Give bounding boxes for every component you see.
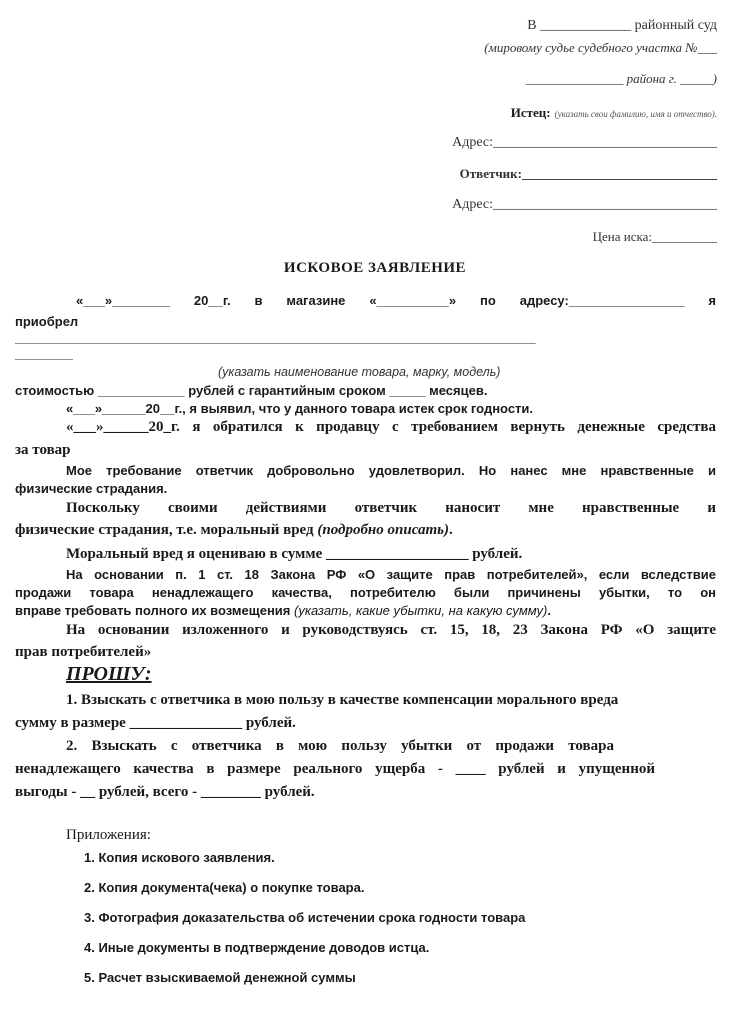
attachment-item: 4. Иные документы в подтверждение доводов истца. <box>84 940 430 955</box>
request-1-line1: 1. Взыскать с ответчика в мою пользу в качестве компенсации морального вреда <box>66 692 619 708</box>
request-1-line2: сумму в размере _______________ рублей. <box>15 715 296 731</box>
p5-hint: (подробно описать) <box>317 522 449 538</box>
istets-line <box>511 104 717 122</box>
p5-line1: Поскольку своими действиями ответчик наносит мне нравственные и <box>66 500 716 516</box>
p5-line2 <box>15 522 453 539</box>
p4-line1: Мое требование ответчик добровольно удовлетворил. Но нанес мне нравственные и <box>66 463 716 478</box>
p2-line: «___»______20__г., я выявил, что у данного товара истек срок годности. <box>66 401 534 416</box>
p7-dot: . <box>547 603 551 618</box>
p1-line3: ________________________________________________________________________ <box>15 330 536 345</box>
p1-line1: «___»________ 20__г. в магазине «__________» по адресу:________________ я <box>76 293 716 308</box>
p7-hint: (указать, какие убытки, на какую сумму) <box>294 603 548 618</box>
page-title: ИСКОВОЕ ЗАЯВЛЕНИЕ <box>283 260 467 276</box>
p3-line1: «___»______20_г. я обратился к продавцу с требованием вернуть денежные средства <box>66 419 716 435</box>
request-2-line3: выгоды - __ рублей, всего - ________ рублей. <box>15 784 315 800</box>
address-1: Адрес:________________________________ <box>452 135 717 150</box>
p7-text: вправе требовать полного их возмещения <box>15 603 291 618</box>
attachments-label: Приложения: <box>66 827 151 843</box>
p8-line2: прав потребителей» <box>15 644 152 660</box>
attachment-item: 1. Копия искового заявления. <box>84 850 275 865</box>
request-2-line1: 2. Взыскать с ответчика в мою пользу убытки от продажи товара <box>66 738 614 754</box>
p5-text: физические страдания, т.е. моральный вред <box>15 522 314 538</box>
p6-line: Моральный вред я оцениваю в сумме ___________________ рублей. <box>66 546 523 562</box>
otvetchik-line: Ответчик:______________________________ <box>459 166 717 181</box>
p1-line4: ________ <box>15 346 73 361</box>
prosu-heading: ПРОШУ: <box>66 663 152 685</box>
p7-line1: На основании п. 1 ст. 18 Закона РФ «О защите прав потребителей», если вследствие <box>66 567 716 582</box>
p4-line2: физические страдания. <box>15 481 168 496</box>
istets-label: Истец: <box>510 105 551 120</box>
mirovoy-line: (мировому судье судебного участка №___ <box>484 40 717 55</box>
p1-line2: приобрел <box>15 314 79 329</box>
attachment-item: 5. Расчет взыскиваемой денежной суммы <box>84 970 356 985</box>
p1-hint: (указать наименование товара, марку, модель) <box>218 365 501 379</box>
attachment-item: 3. Фотография доказательства об истечении срока годности товара <box>84 910 526 925</box>
request-2-line2: ненадлежащего качества в размере реального ущерба - ____ рублей и упущенной <box>15 761 655 777</box>
address-2: Адрес:________________________________ <box>452 197 717 212</box>
p1-line5: стоимостью ____________ рублей с гарантийным сроком _____ месяцев. <box>15 383 488 398</box>
p8-line1: На основании изложенного и руководствуясь ст. 15, 18, 23 Закона РФ «О защите <box>66 622 716 638</box>
p7-line2: продажи товара ненадлежащего качества, потребителю были причинены убытки, то он <box>15 585 716 600</box>
istets-hint: (указать свои фамилию, имя и отчество). <box>554 109 717 119</box>
price-line: Цена иска:__________ <box>592 229 717 244</box>
rayon-line: _______________ района г. _____) <box>525 71 717 86</box>
p7-line3 <box>15 603 551 618</box>
attachment-item: 2. Копия документа(чека) о покупке товара. <box>84 880 365 895</box>
p5-dot: . <box>448 522 453 538</box>
p3-line2: за товар <box>15 442 71 458</box>
court-line: В _____________ районный суд <box>527 18 717 33</box>
